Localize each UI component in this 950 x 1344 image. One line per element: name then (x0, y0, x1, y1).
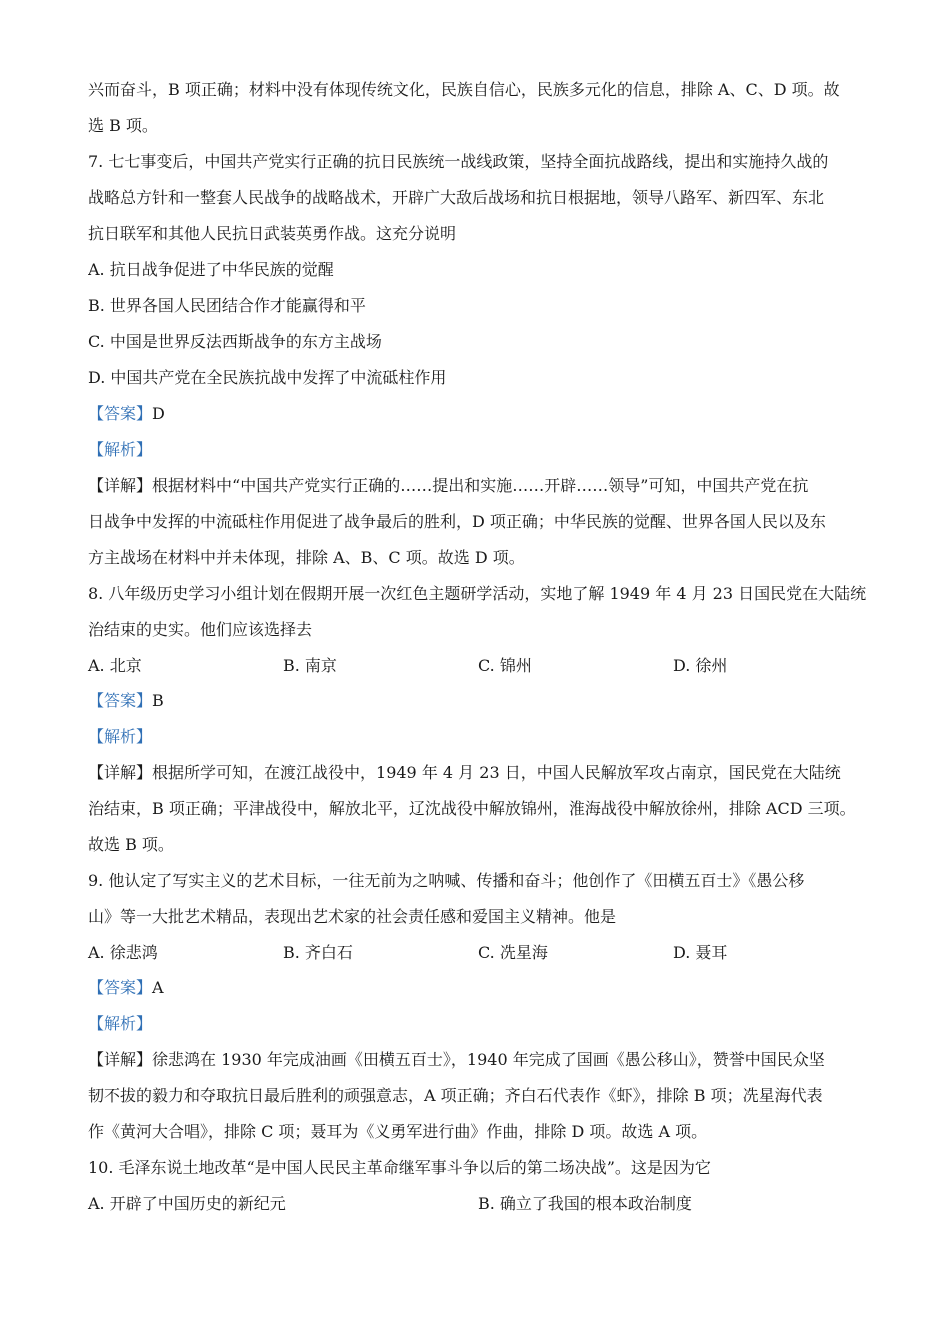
page-content (88, 72, 878, 1221)
detail-text: 根据所学可知，在渡江战役中，1949 年 4 月 23 日，中国人民解放军攻占南京，国民党在大陆统 (152, 763, 841, 782)
detail-line (88, 1042, 878, 1078)
paragraph-line: 兴而奋斗，B 项正确；材料中没有体现传统文化，民族自信心，民族多元化的信息，排除 A、C、D 项。故 (88, 80, 840, 99)
detail-line (88, 755, 878, 791)
analysis-line (88, 1006, 878, 1042)
question-7 (88, 144, 878, 576)
analysis-line (88, 719, 878, 755)
option-c: C. 锦州 (478, 656, 532, 675)
detail-line: 作《黄河大合唱》，排除 C 项；聂耳为《义勇军进行曲》作曲，排除 D 项。故选 A 项。 (88, 1122, 708, 1141)
options-row (88, 648, 878, 683)
analysis-line (88, 432, 878, 468)
answer-value: A (152, 978, 164, 997)
option-b: B. 南京 (283, 656, 337, 675)
question-stem-line: 抗日联军和其他人民抗日武装英勇作战。这充分说明 (88, 224, 457, 243)
option-a: A. 徐悲鸿 (88, 943, 158, 962)
answer-tag: 【答案】 (88, 404, 153, 423)
answer-tag: 【答案】 (88, 978, 153, 997)
option-b: B. 确立了我国的根本政治制度 (478, 1194, 692, 1213)
detail-line: 故选 B 项。 (88, 835, 174, 854)
question-stem-line: 10. 毛泽东说土地改革“是中国人民民主革命继军事斗争以后的第二场决战”。这是因为它 (88, 1158, 711, 1177)
detail-text: 根据材料中“中国共产党实行正确的……提出和实施……开辟……领导”可知，中国共产党在抗 (152, 476, 809, 495)
question-stem-line: 9. 他认定了写实主义的艺术目标，一往无前为之呐喊、传播和奋斗；他创作了《田横五百士》《愚公移 (88, 871, 805, 890)
paragraph-line: 选 B 项。 (88, 116, 158, 135)
question-stem-line: 8. 八年级历史学习小组计划在假期开展一次红色主题研学活动，实地了解 1949 年 4 月 23 日国民党在大陆统 (88, 584, 867, 603)
question-stem-line: 治结束的史实。他们应该选择去 (88, 620, 313, 639)
options-row (88, 935, 878, 970)
option-d: D. 聂耳 (673, 943, 728, 962)
option-d: D. 中国共产党在全民族抗战中发挥了中流砥柱作用 (88, 368, 447, 387)
option-c: C. 冼星海 (478, 943, 548, 962)
analysis-tag: 【解析】 (88, 440, 153, 459)
detail-line: 方主战场在材料中并未体现，排除 A、B、C 项。故选 D 项。 (88, 548, 525, 567)
detail-line: 韧不拔的毅力和夺取抗日最后胜利的顽强意志，A 项正确；齐白石代表作《虾》，排除 B 项；冼星海代表 (88, 1086, 823, 1105)
option-b: B. 世界各国人民团结合作才能赢得和平 (88, 296, 366, 315)
answer-tag: 【答案】 (88, 691, 153, 710)
answer-value: D (152, 404, 165, 423)
detail-text: 徐悲鸿在 1930 年完成油画《田横五百士》，1940 年完成了国画《愚公移山》，赞誉中国民众坚 (152, 1050, 825, 1069)
option-d: D. 徐州 (673, 656, 728, 675)
analysis-tag: 【解析】 (88, 727, 153, 746)
options-row (88, 1186, 878, 1221)
answer-line (88, 970, 878, 1006)
option-c: C. 中国是世界反法西斯战争的东方主战场 (88, 332, 382, 351)
analysis-tag: 【解析】 (88, 1014, 153, 1033)
option-a: A. 抗日战争促进了中华民族的觉醒 (88, 260, 334, 279)
option-a: A. 北京 (88, 656, 142, 675)
answer-value: B (152, 691, 164, 710)
answer-line (88, 683, 878, 719)
question-8 (88, 576, 878, 863)
option-b: B. 齐白石 (283, 943, 353, 962)
detail-tag: 【详解】 (88, 1050, 153, 1069)
detail-line (88, 468, 878, 504)
option-a: A. 开辟了中国历史的新纪元 (88, 1194, 286, 1213)
question-stem-line: 7. 七七事变后，中国共产党实行正确的抗日民族统一战线政策，坚持全面抗战路线，提出和实施持久战的 (88, 152, 829, 171)
question-stem-line: 战略总方针和一整套人民战争的战略战术，开辟广大敌后战场和抗日根据地，领导八路军、新四军、东北 (88, 188, 825, 207)
detail-tag: 【详解】 (88, 476, 153, 495)
detail-line: 治结束，B 项正确；平津战役中，解放北平，辽沈战役中解放锦州，淮海战役中解放徐州，排除 ACD 三项。 (88, 799, 856, 818)
question-stem-line: 山》等一大批艺术精品，表现出艺术家的社会责任感和爱国主义精神。他是 (88, 907, 617, 926)
question-10 (88, 1150, 878, 1221)
detail-tag: 【详解】 (88, 763, 153, 782)
detail-line: 日战争中发挥的中流砥柱作用促进了战争最后的胜利，D 项正确；中华民族的觉醒、世界各国人民以及东 (88, 512, 826, 531)
answer-line (88, 396, 878, 432)
question-9 (88, 863, 878, 1150)
